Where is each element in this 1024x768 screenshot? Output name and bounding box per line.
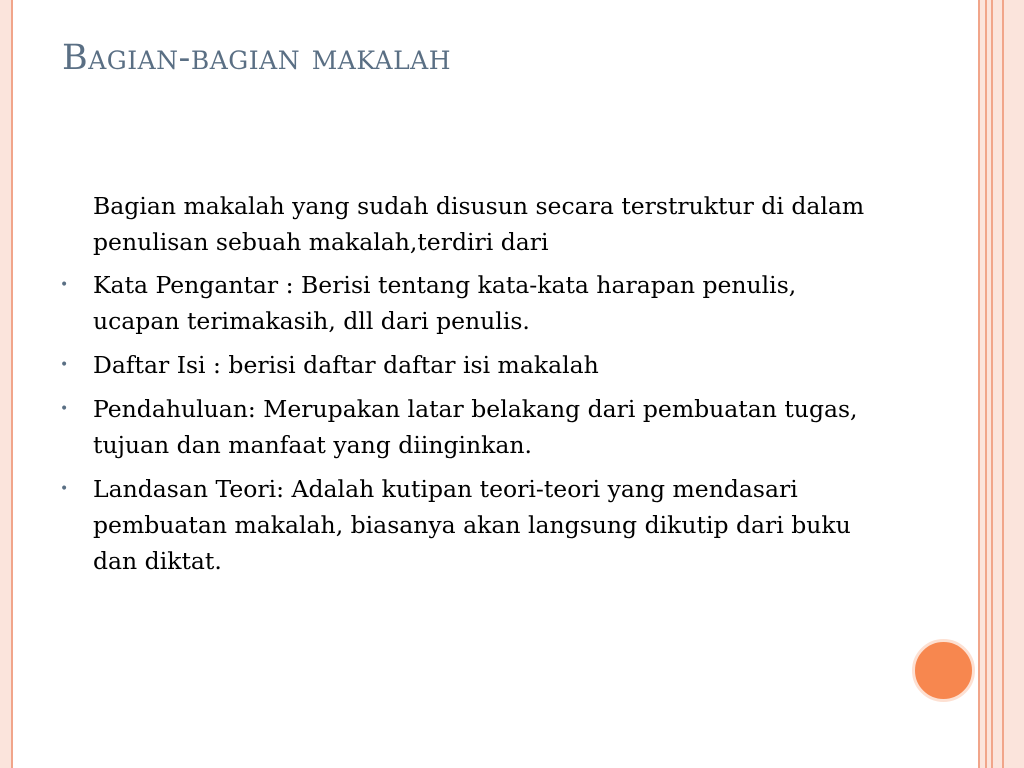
list-item <box>56 471 886 579</box>
decorative-circle <box>912 639 975 702</box>
list-item-text: Pendahuluan: Merupakan latar belakang dari pembuatan tugas, tujuan dan manfaat yang diinginkan. <box>93 395 858 459</box>
list-item-text: Landasan Teori: Adalah kutipan teori-teori yang mendasari pembuatan makalah, biasanya akan langsung dikutip dari buku dan diktat. <box>93 475 851 575</box>
list-item <box>56 267 886 339</box>
left-border-band <box>0 0 11 768</box>
slide-content <box>56 188 886 587</box>
right-border-band <box>1004 0 1024 768</box>
intro-paragraph: Bagian makalah yang sudah disusun secara terstruktur di dalam penulisan sebuah makalah,terdiri dari <box>93 192 865 256</box>
bullet-icon: • <box>60 277 69 293</box>
list-item-text: Daftar Isi : berisi daftar daftar isi makalah <box>93 351 599 379</box>
slide-title: Bagian-bagian makalah <box>62 38 452 78</box>
list-item-text: Kata Pengantar : Berisi tentang kata-kata harapan penulis, ucapan terimakasih, dll dari penulis. <box>93 271 797 335</box>
bullet-icon: • <box>60 481 69 497</box>
right-border-band <box>993 0 1002 768</box>
list-item <box>56 347 886 383</box>
bullet-list <box>56 267 886 579</box>
bullet-icon: • <box>60 357 69 373</box>
list-item <box>56 391 886 463</box>
left-border-line <box>11 0 13 768</box>
bullet-icon: • <box>60 401 69 417</box>
